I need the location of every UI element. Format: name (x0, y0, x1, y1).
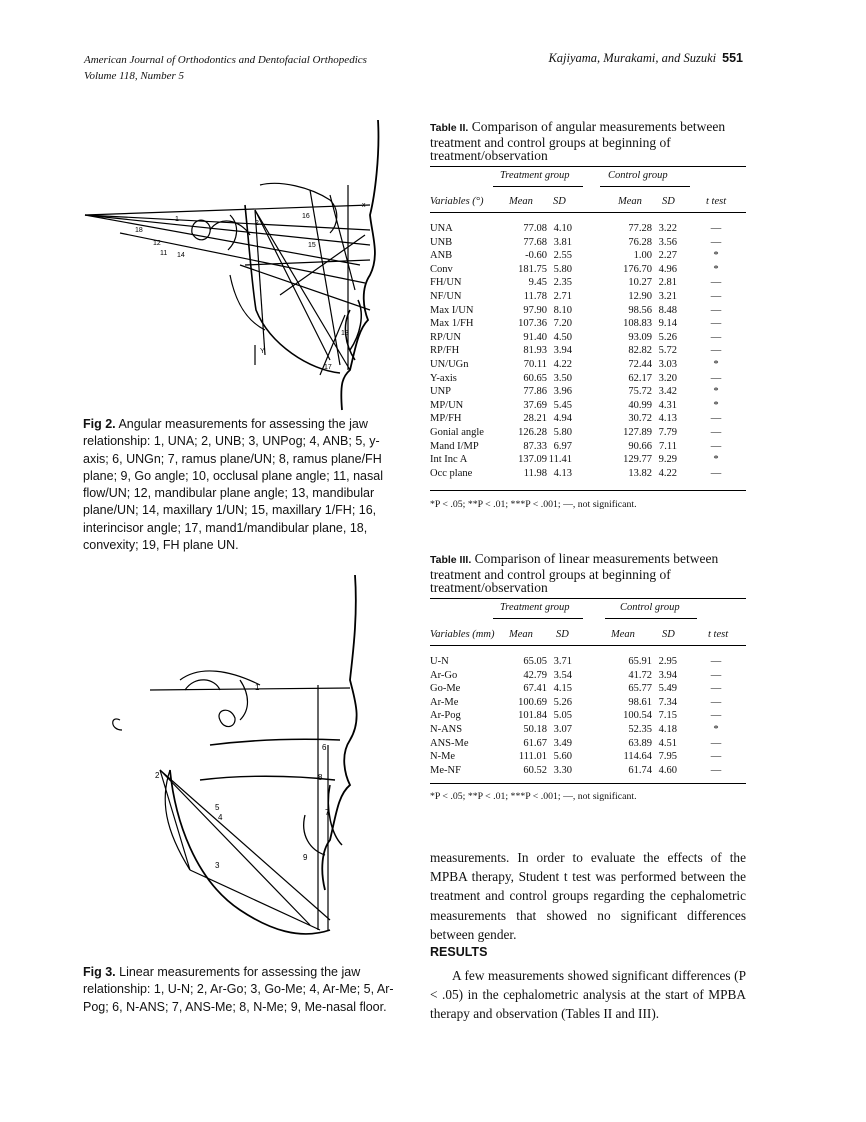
fig3-cephalometric-diagram (100, 570, 390, 950)
table2-cell: — (710, 345, 722, 357)
fig2-caption-text: Angular measurements for assessing the jaw relationship: 1, UNA; 2, UNB; 3, UNPog; 4, ANB; 5, y-axis; 6, UNGn; 7, ramus plane/UN; 8, ramus plane/FH plane; 9, Go angle; 10, occlusal plane angle; 11, nasal flow/UN; 12, mandibular plane angle; 13, mandibular plane/UN; 14, maxillary 1/UN; 15, maxillary 1/FH; 16, interincisor angle; 17, mand1/mandibular plane, 18, convexity; 19, FH plane UN. (83, 417, 383, 553)
fig2-label-12: 12 (153, 240, 161, 247)
table3-cell: 100.54 (623, 710, 652, 722)
table3-cell: 3.07 (553, 724, 572, 735)
fig3-label-9: 9 (303, 853, 308, 862)
table3-cell: U-N (430, 656, 449, 667)
table2-cell: * (713, 250, 719, 262)
table2-cell: 4.10 (553, 223, 572, 234)
table2-cell: * (713, 359, 719, 370)
table3-group-rule-2 (605, 618, 697, 619)
table3-cell: 61.74 (628, 764, 652, 776)
table2-cell: 181.75 (518, 263, 547, 275)
fig2-label-Y: Y (260, 348, 265, 355)
table2-cell: 126.28 (518, 427, 547, 438)
table2-cell: 93.09 (628, 331, 652, 343)
table2-cell: 5.80 (553, 263, 572, 275)
table2-cell: — (710, 427, 722, 438)
table2-cell: 129.77 (623, 454, 652, 466)
table2-cell: — (710, 440, 722, 452)
table2-cell: 3.50 (553, 372, 572, 384)
table2-col-mean2: Mean (618, 196, 642, 207)
table2-cell: 3.94 (553, 345, 572, 357)
table2-cell: 7.11 (659, 440, 677, 452)
table3-cell: * (713, 724, 719, 735)
table2-cell: UNP (430, 386, 452, 398)
table2-row (430, 263, 746, 277)
journal-name: American Journal of Orthodontics and Dentofacial Orthopedics (84, 54, 367, 66)
fig2-label-18: 18 (135, 227, 143, 234)
table2-cell: Mand I/MP (430, 440, 479, 452)
fig2-label-16: 16 (302, 213, 310, 220)
running-header-right (548, 51, 743, 66)
table2-header-rule (430, 212, 746, 213)
table2-cell: 5.80 (553, 427, 572, 438)
table2-cell: — (710, 331, 722, 343)
table2-cell: 11.98 (523, 467, 547, 479)
table3-row (430, 655, 746, 669)
table2-cell: 1.00 (633, 250, 652, 262)
table2-cell: 137.09 (518, 454, 547, 466)
table2-group-control: Control group (608, 170, 668, 181)
table3-cell: — (710, 683, 722, 695)
table3-col-sd1: SD (556, 629, 569, 640)
fig2-label-1: 1 (175, 216, 179, 223)
table2-cell: MP/UN (430, 399, 464, 411)
table2-cell: 4.22 (553, 359, 572, 370)
table3-cell: Ar-Go (430, 669, 458, 681)
table2-cell: Conv (430, 263, 453, 275)
table2-cell: 70.11 (523, 359, 547, 370)
table3-cell: 7.34 (658, 696, 677, 708)
table2-bottom-rule (430, 490, 746, 491)
fig2-caption (83, 416, 391, 554)
table2-cell: 5.26 (658, 331, 677, 343)
table3-cell: 3.94 (658, 669, 677, 681)
table3-cell: 52.35 (628, 724, 652, 735)
table2-cell: * (713, 386, 719, 398)
table2-cell: 10.27 (628, 277, 652, 289)
table3-group-treatment: Treatment group (500, 602, 570, 613)
table2-cell: * (713, 263, 719, 275)
table2-cell: 40.99 (628, 399, 652, 411)
fig3-label-5: 5 (215, 803, 220, 812)
table2-cell: 3.03 (658, 359, 677, 370)
table2-group-rule-1 (493, 186, 583, 187)
table2-cell: 4.50 (553, 331, 572, 343)
table3-row (430, 682, 746, 696)
table2-col-sd2: SD (662, 196, 675, 207)
table2-row (430, 236, 746, 250)
table3-row (430, 723, 746, 737)
table3-row (430, 696, 746, 710)
table3-header-rule (430, 645, 746, 646)
table2-col-variables: Variables (°) (430, 196, 484, 207)
table2-cell: UNA (430, 223, 453, 234)
table3-header-row (430, 628, 746, 642)
table3-cell: 3.49 (553, 737, 572, 749)
table2-cell: — (710, 413, 722, 425)
table2-cell: 127.89 (623, 427, 652, 438)
table2-cell: UNB (430, 236, 453, 248)
table3-cell: 41.72 (628, 669, 652, 681)
table2-cell: 3.96 (553, 386, 572, 398)
table2-cell: 4.31 (658, 399, 677, 411)
table3-cell: N-Me (430, 751, 456, 763)
table2-row (430, 304, 746, 318)
table3-bottom-rule (430, 783, 746, 784)
table2-cell: 77.08 (523, 223, 547, 234)
table2-cell: 91.40 (523, 331, 547, 343)
page-number: 551 (722, 51, 743, 65)
table2-row (430, 344, 746, 358)
table2-cell: 108.83 (623, 318, 652, 330)
table2-col-mean1: Mean (509, 196, 533, 207)
running-header-left (84, 52, 367, 84)
table2-cell: * (713, 399, 719, 411)
table2-cell: 11.41 (548, 454, 572, 466)
table2-title-text: Comparison of angular measurements between treatment and control groups at beginning of treatment/observation (430, 119, 726, 163)
table2-cell: UN/UGn (430, 359, 469, 370)
table2-cell: -0.60 (525, 250, 547, 262)
fig2-label: Fig 2. (83, 417, 116, 431)
table2-header-row (430, 195, 746, 209)
table3-col-ttest: t test (708, 629, 729, 640)
table3-cell: — (710, 764, 722, 776)
fig3-label-1: 1 (255, 683, 260, 692)
table3-cell: — (710, 696, 722, 708)
table3-cell: 5.60 (553, 751, 572, 763)
table2-cell: Max I/UN (430, 304, 474, 316)
table2-cell: Occ plane (430, 467, 473, 479)
table3-cell: 67.41 (523, 683, 547, 695)
table2-cell: 81.93 (523, 345, 547, 357)
table3-row (430, 764, 746, 778)
table2-cell: 82.82 (628, 345, 652, 357)
table3-title-text: Comparison of linear measurements between treatment and control groups at beginning of treatment/observation (430, 551, 719, 595)
table2-cell: Int Inc A (430, 454, 468, 466)
table3-cell: Go-Me (430, 683, 461, 695)
table2-row (430, 426, 746, 440)
table2-cell: — (710, 291, 722, 302)
fig3-label-3: 3 (215, 861, 220, 870)
table2-cell: — (710, 372, 722, 384)
table2-row (430, 412, 746, 426)
table2-cell: 13.82 (628, 467, 652, 479)
table2-cell: MP/FH (430, 413, 462, 425)
fig3-label-4: 4 (218, 813, 223, 822)
table2-cell: 77.68 (523, 236, 547, 248)
table2-group-rule-2 (600, 186, 690, 187)
table3-cell: — (710, 751, 722, 763)
table2-top-rule (430, 166, 746, 167)
table2-cell: FH/UN (430, 277, 462, 289)
table2-cell: 5.72 (658, 345, 677, 357)
table2-cell: 12.90 (628, 291, 652, 302)
table3-cell: 2.95 (658, 656, 677, 667)
table2-cell: 3.81 (553, 236, 572, 248)
table3-cell: 63.89 (628, 737, 652, 749)
table2-cell: 3.56 (658, 236, 677, 248)
fig2-label-13: 13 (341, 330, 349, 337)
table2-cell: 7.79 (658, 427, 677, 438)
table3-cell: 100.69 (518, 696, 547, 708)
table2-cell: 3.22 (658, 223, 677, 234)
table3-cell: 4.15 (553, 683, 572, 695)
table2-col-sd1: SD (553, 196, 566, 207)
table2-cell: 3.20 (658, 372, 677, 384)
table2-row (430, 399, 746, 413)
table2-cell: 4.13 (553, 467, 572, 479)
table3-cell: 3.30 (553, 764, 572, 776)
table2-row (430, 222, 746, 236)
table3-cell: 50.18 (523, 724, 547, 735)
fig3-label-2: 2 (155, 771, 160, 780)
table2-row (430, 276, 746, 290)
table3-cell: 65.91 (628, 656, 652, 667)
table3-cell: Ar-Pog (430, 710, 461, 722)
table2-cell: 98.56 (628, 304, 652, 316)
fig2-label-17: 17 (324, 364, 332, 371)
journal-volume: Volume 118, Number 5 (84, 70, 185, 82)
table2-cell: 2.71 (553, 291, 572, 302)
table3-col-mean1: Mean (509, 629, 533, 640)
fig2-label-x: x (362, 202, 366, 209)
table2-cell: 7.20 (553, 318, 572, 330)
table2-cell: 77.86 (523, 386, 547, 398)
table3-cell: 60.52 (523, 764, 547, 776)
table3-cell: N-ANS (430, 724, 463, 735)
table2-cell: Max 1/FH (430, 318, 474, 330)
table2-row (430, 317, 746, 331)
table2-cell: — (710, 304, 722, 316)
table2-cell: Gonial angle (430, 427, 484, 438)
table3-cell: 5.05 (553, 710, 572, 722)
table2-cell: 72.44 (628, 359, 652, 370)
body-paragraph-2: A few measurements showed significant differences (P < .05) in the cephalometric analysis at the start of MPBA therapy and observation (Tables II and III). (430, 968, 746, 1022)
table2-cell: 2.35 (553, 277, 572, 289)
table2-row (430, 249, 746, 263)
table2-row (430, 453, 746, 467)
table2-cell: 62.17 (628, 372, 652, 384)
table2-cell: 77.28 (628, 223, 652, 234)
table2-cell: 107.36 (518, 318, 547, 330)
table2-cell: RP/FH (430, 345, 460, 357)
table2-cell: 2.27 (658, 250, 677, 262)
table2-group-treatment: Treatment group (500, 170, 570, 181)
table2-cell: NF/UN (430, 291, 462, 302)
table2-cell: — (710, 277, 722, 289)
table3-cell: 98.61 (628, 696, 652, 708)
body-paragraph-1: measurements. In order to evaluate the effects of the MPBA therapy, Student t test was performed between the treatment and control groups regarding the cephalometric measurements that showed no significant differences between gender. (430, 850, 746, 942)
table2-cell: 60.65 (523, 372, 547, 384)
table2-cell: Y-axis (430, 372, 457, 384)
table2-cell: 4.96 (658, 263, 677, 275)
table3-cell: — (710, 669, 722, 681)
table3-cell: 7.15 (658, 710, 677, 722)
table2-row (430, 331, 746, 345)
table2-title (430, 120, 746, 163)
table2-row (430, 440, 746, 454)
table2-cell: 2.55 (553, 250, 572, 262)
table3-cell: 42.79 (523, 669, 547, 681)
fig2-label-14: 14 (177, 252, 185, 259)
table2-cell: ANB (430, 250, 453, 262)
table2-cell: 76.28 (628, 236, 652, 248)
fig3-label-6: 6 (322, 743, 327, 752)
fig3-label-7: 7 (325, 808, 330, 817)
table2-cell: — (710, 223, 722, 234)
table2-cell: 11.78 (523, 291, 547, 302)
table2-cell: 87.33 (523, 440, 547, 452)
table2-cell: 8.10 (553, 304, 572, 316)
table3-cell: — (710, 710, 722, 722)
table2-cell: 28.21 (523, 413, 547, 425)
fig3-caption-text: Linear measurements for assessing the jaw relationship: 1, U-N; 2, Ar-Go; 3, Go-Me; 4, Ar-Me; 5, Ar-Pog; 6, N-ANS; 7, ANS-Me; 8, N-Me; 9, Me-nasal floor. (83, 965, 394, 1014)
table2-cell: 2.81 (658, 277, 677, 289)
table3-row (430, 750, 746, 764)
table2-cell: 6.97 (553, 440, 572, 452)
table2-cell: 5.45 (553, 399, 572, 411)
table2-cell: 9.29 (658, 454, 677, 466)
table2-cell: 3.42 (658, 386, 677, 398)
table2-cell: 30.72 (628, 413, 652, 425)
table2-cell: * (713, 454, 719, 466)
table3-cell: 65.77 (628, 683, 652, 695)
table3-row (430, 709, 746, 723)
table2-cell: — (710, 236, 722, 248)
table2-footnote: *P < .05; **P < .01; ***P < .001; —, not significant. (430, 499, 637, 510)
table2-row (430, 372, 746, 386)
fig3-caption (83, 964, 398, 1016)
table2-cell: 176.70 (623, 263, 652, 275)
table3-cell: Me-NF (430, 764, 461, 776)
table3-cell: 111.01 (518, 751, 547, 763)
table3-col-variables: Variables (mm) (430, 629, 495, 640)
fig3-label: Fig 3. (83, 965, 116, 979)
table2-cell: 90.66 (628, 440, 652, 452)
table2-cell: 9.45 (528, 277, 547, 289)
table2-cell: 37.69 (523, 399, 547, 411)
table3-cell: — (710, 656, 722, 667)
table3-cell: 7.95 (658, 751, 677, 763)
fig2-cephalometric-diagram (80, 115, 390, 415)
table3-group-control: Control group (620, 602, 680, 613)
table2-col-ttest: t test (706, 196, 727, 207)
header-authors: Kajiyama, Murakami, and Suzuki (548, 51, 717, 65)
table2-cell: — (710, 467, 722, 479)
table2-cell: 3.21 (658, 291, 677, 302)
table3-row (430, 737, 746, 751)
table3-cell: — (710, 737, 722, 749)
table2-cell: — (710, 318, 722, 330)
table2-row (430, 385, 746, 399)
table3-cell: 4.60 (658, 764, 677, 776)
table3-number: Table III. (430, 554, 472, 566)
fig2-label-11: 11 (160, 250, 168, 257)
table2-cell: 9.14 (658, 318, 677, 330)
table3-col-mean2: Mean (611, 629, 635, 640)
fig2-label-15: 15 (308, 242, 316, 249)
table3-cell: 5.26 (553, 696, 572, 708)
table3-cell: 61.67 (523, 737, 547, 749)
table2-number: Table II. (430, 122, 469, 134)
table3-title (430, 552, 746, 595)
table3-cell: 101.84 (518, 710, 547, 722)
table3-cell: 114.64 (623, 751, 652, 763)
table2-cell: 97.90 (523, 304, 547, 316)
table3-cell: 3.54 (553, 669, 572, 681)
table3-cell: 3.71 (553, 656, 572, 667)
table3-cell: ANS-Me (430, 737, 469, 749)
table3-col-sd2: SD (662, 629, 675, 640)
table3-group-rule-1 (493, 618, 583, 619)
table2-row (430, 290, 746, 304)
table2-cell: 4.22 (658, 467, 677, 479)
table3-top-rule (430, 598, 746, 599)
fig3-label-8: 8 (318, 773, 323, 782)
table2-cell: 75.72 (628, 386, 652, 398)
table3-cell: 5.49 (658, 683, 677, 695)
table2-row (430, 358, 746, 372)
table3-cell: 4.18 (658, 724, 677, 735)
fig2-label-2: 2 (255, 220, 259, 227)
table3-footnote: *P < .05; **P < .01; ***P < .001; —, not significant. (430, 791, 637, 802)
table2-cell: RP/UN (430, 331, 461, 343)
table2-cell: 4.94 (553, 413, 572, 425)
table3-row (430, 669, 746, 683)
table2-cell: 8.48 (658, 304, 677, 316)
results-heading: RESULTS (430, 945, 488, 959)
table2-row (430, 467, 746, 481)
table2-cell: 4.13 (658, 413, 677, 425)
table3-cell: Ar-Me (430, 696, 459, 708)
table3-cell: 4.51 (658, 737, 677, 749)
table3-cell: 65.05 (523, 656, 547, 667)
